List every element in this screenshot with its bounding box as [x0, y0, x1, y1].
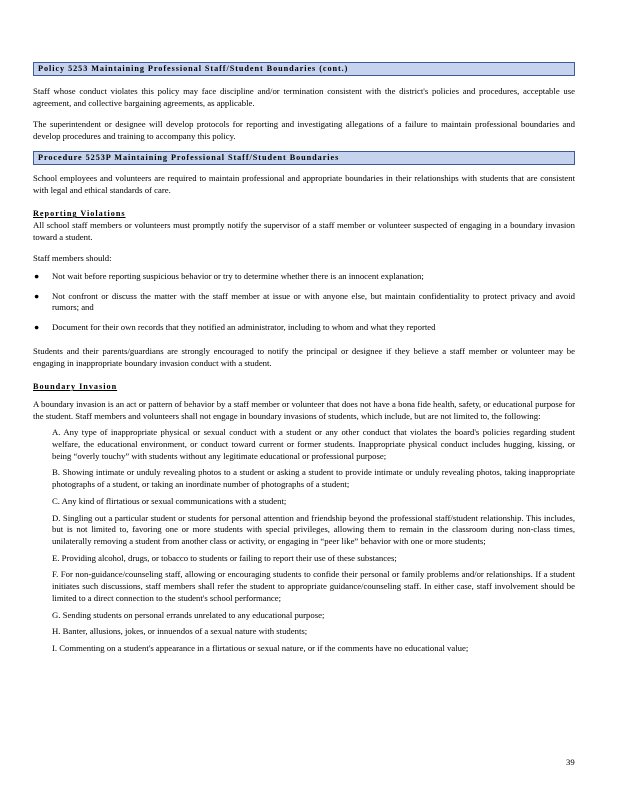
- paragraph-boundary-definition: A boundary invasion is an act or pattern of behavior by a staff member or volunteer that does not have a bona fide health, safety, or educational purpose for the student. Staff members and volunteers shall not engage in boundary invasions of students, which include, but are not limited to, the following:: [33, 398, 575, 421]
- bullet-icon: ●: [34, 271, 40, 282]
- procedure-heading-bar: Procedure 5253P Maintaining Professional Staff/Student Boundaries: [33, 151, 575, 165]
- list-item: ● Document for their own records that they notified an administrator, including to whom and what they reported: [34, 322, 436, 333]
- list-item: D. Singling out a particular student or students for personal attention and friendship beyond the professional staff/student relationship. This includes, but is not limited to, favoring one or more students with special privileges, allowing them to remain in the classroom during non-class times, unilaterally removing a student from another class or activity, or engaging in “peer like” behavior with one or more students;: [52, 512, 575, 546]
- list-item: E. Providing alcohol, drugs, or tobacco to students or failing to report their use of these substances;: [52, 552, 397, 563]
- paragraph-parents-notify: Students and their parents/guardians are strongly encouraged to notify the principal or designee if they believe a staff member or volunteer may be engaging in inappropriate boundary invasion conduct with a student.: [33, 345, 575, 368]
- paragraph-protocols: The superintendent or designee will develop protocols for reporting and investigating allegations of a failure to maintain professional boundaries and develop procedures and training to accompany this policy.: [33, 119, 575, 142]
- list-item: B. Showing intimate or unduly revealing photos to a student or asking a student to provide intimate or unduly revealing photos, taking inappropriate photographs of a student, or taking an inordinate number of photographs of a student;: [52, 467, 575, 490]
- document-page: [33, 62, 575, 655]
- list-item: G. Sending students on personal errands unrelated to any educational purpose;: [52, 609, 325, 620]
- list-item: A. Any type of inappropriate physical or sexual conduct with a student or any other conduct that violates the board's policies regarding student welfare, the educational environment, or conduct toward current or former students. Inappropriate physical conduct includes hugging, kissing, or being “overly touchy” with students without any legitimate educational or professional purpose;: [52, 427, 575, 461]
- list-item: ● Not wait before reporting suspicious behavior or try to determine whether there is an innocent explanation;: [34, 271, 424, 282]
- paragraph-requirements: School employees and volunteers are required to maintain professional and appropriate boundaries in their relationships with students that are consistent with legal and ethical standards of care.: [33, 172, 575, 195]
- list-item: C. Any kind of flirtatious or sexual communications with a student;: [52, 495, 287, 506]
- paragraph-discipline: Staff whose conduct violates this policy may face discipline and/or termination consistent with the district's policies and procedures, acceptable use agreement, and collective bargaining agreements, as applicable.: [33, 86, 575, 108]
- boundary-invasion-heading: Boundary Invasion: [33, 382, 118, 392]
- staff-should-list: [33, 271, 575, 334]
- page-number: 39: [566, 757, 575, 767]
- boundary-invasion-list: [33, 427, 575, 654]
- paragraph-notify-supervisor: All school staff members or volunteers must promptly notify the supervisor of a staff member or volunteer suspected of engaging in a boundary invasion toward a student.: [33, 219, 575, 242]
- policy-heading-bar: Policy 5253 Maintaining Professional Staff/Student Boundaries (cont.): [33, 62, 575, 76]
- list-item: F. For non-guidance/counseling staff, allowing or encouraging students to confide their personal or family problems and/or relationships. If a student initiates such discussions, staff members shall refer the student to appropriate guidance/counseling staff. In either case, staff involvement should be limited to a direct connection to the student's school performance;: [52, 569, 575, 603]
- bullet-icon: ●: [34, 322, 40, 333]
- bullet-icon: ●: [34, 290, 40, 301]
- list-item: H. Banter, allusions, jokes, or innuendos of a sexual nature with students;: [52, 626, 308, 637]
- list-item: ● Not confront or discuss the matter with the staff member at issue or with anyone else, but maintain confidentiality to protect privacy and avoid rumors; and: [34, 290, 575, 313]
- list-item: I. Commenting on a student's appearance in a flirtatious or sexual nature, or if the comments have no educational value;: [52, 642, 469, 653]
- reporting-violations-heading: Reporting Violations: [33, 209, 126, 219]
- paragraph-staff-should: Staff members should:: [33, 253, 112, 264]
